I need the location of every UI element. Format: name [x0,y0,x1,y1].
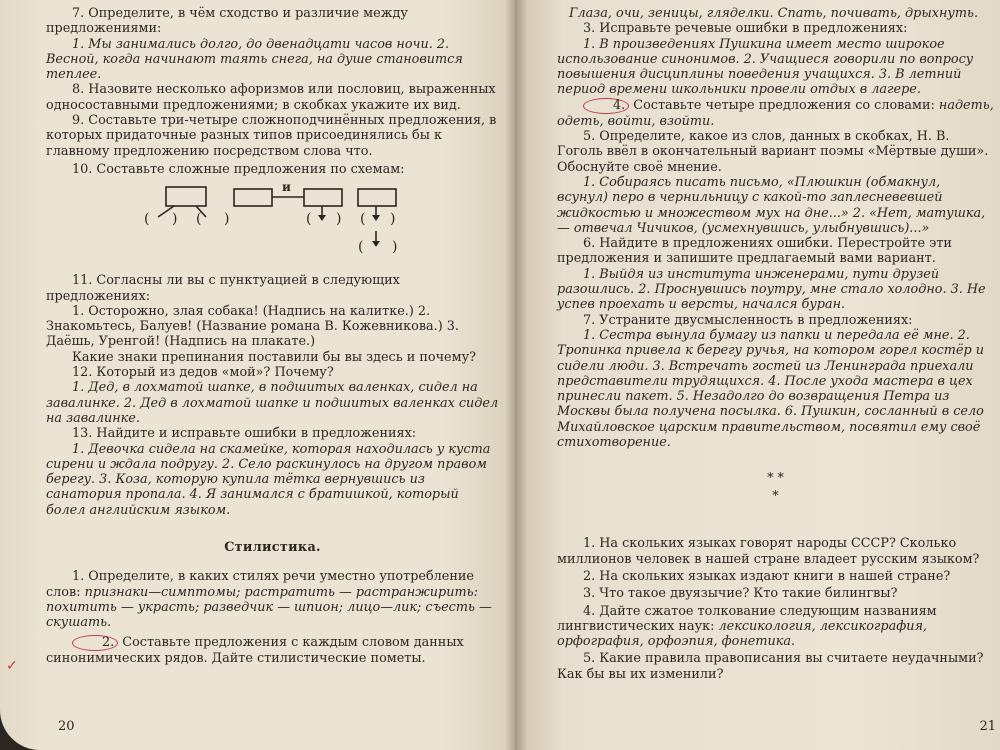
svg-text:(: ( [358,239,364,256]
book-spine-gutter [505,0,527,750]
question-1: 1. На скольких языках говорят народы СССР? Сколько миллионов человек в нашей стране владеет русским языком? [557,536,980,567]
style-task-2 [46,635,499,666]
task-5-intro: 5. Определите, какое из слов, данных в скобках, Н. В. Гоголь ввёл в окончательный вариант поэмы «Мёртвые души». Обоснуйте своё мнение. [557,129,989,175]
svg-text:): ) [390,211,396,228]
task-11-question: Какие знаки препинания поставили бы вы здесь и почему? [72,349,476,365]
task-10: 10. Составьте сложные предложения по схемам: [72,161,405,177]
task-7r-intro: 7. Устраните двусмысленность в предложениях: [583,312,913,328]
task-7-intro: 7. Определите, в чём сходство и различие между предложениями: [46,6,408,37]
question-2: 2. На скольких языках издают книги в нашей стране? [583,568,951,584]
section-title-stylistics: Стилистика. [224,540,321,556]
scheme-and-label: и [282,180,291,195]
task-3-body: 1. В произведениях Пушкина имеет место широкое использование синонимов. 2. Учащиеся говорили по вопросу повышения дисциплины поведения учащихся. 3. В летний период времени школьники провели отдых в лагере. [557,36,974,98]
task-5-body: 1. Собираясь писать письмо, «Плюшкин (обмакнул, всунул) перо в чернильницу с какой-то заплесневевшей жидкостью и множеством мух на дне...» 2. «Нет, матушка,— отвечал Чичиков, (усмехнувшись, улыбнувшись)...» [557,174,986,236]
task-4-words: надеть, одеть, войти, взойти. [557,97,994,129]
circled-number-4: 4. [583,98,629,114]
svg-text:): ) [172,211,178,228]
style-task-2-text: Составьте предложения с каждым словом данных синонимических рядов. Дайте стилистические пометы. [46,634,464,666]
task-7r-body: 1. Сестра вынула бумагу из папки и передала её мне. 2. Тропинка привела к берегу ручья, на котором горел костёр и сидели люди. 3. Встречать гостей из Ленинграда приехали представители трудящихся. 4. После ухода мастера в цех принесли пакет. 5. Незадолго до возвращения Петра из Москвы была получена посылка. 6. Пушкин, сосланный в село Михайловское царским правительством, посвятил ему своё стихотворение. [557,327,984,451]
question-4-intro: 4. Дайте сжатое толкование следующим названиям лингвистических наук: [557,603,937,634]
separator-stars-bottom: * [772,489,779,505]
style-task-1-intro: 1. Определите, в каких стилях речи уместно употребление слов: [46,569,475,600]
task-7-body: 1. Мы занимались долго, до двенадцати часов ночи. 2. Весной, когда начинают таять снега, на душе становится теплее. [46,36,463,83]
svg-text:(: ( [306,211,312,228]
task-11-intro: 11. Согласны ли вы с пунктуацией в следующих предложениях: [46,273,400,304]
task-3-intro: 3. Исправьте речевые ошибки в предложениях: [583,21,908,37]
svg-text:(: ( [196,211,202,228]
style-task-1 [46,569,499,630]
task-12-body: 1. Дед, в лохматой шапке, в подшитых валенках, сидел на завалинке. 2. Дед в лохматой шапке и подшитых валенках сидел на завалинке. [46,380,499,426]
right-page [515,0,1000,750]
question-5: 5. Какие правила правописания вы считаете неудачными? Как бы вы их изменили? [557,651,984,682]
question-4-terms: лексикология, лексикография, орфография, орфоэпия, фонетика. [557,618,927,650]
section-separator [557,470,994,506]
svg-text:): ) [336,211,342,228]
task-8: 8. Назовите несколько афоризмов или пословиц, выраженных односоставными предложениями; в скобках укажите их вид. [46,82,496,113]
style-task-1-words: признаки—симптомы; растратить — растранжирить: похитить — украсть; разведчик — шпион; лицо—лик; съесть — скушать. [46,584,492,631]
task-6-intro: 6. Найдите в предложениях ошибки. Перестройте эти предложения и запишите предлагаемый вами вариант. [557,236,952,267]
task-6-body: 1. Выйдя из института инженерами, пути друзей разошлись. 2. Проснувшись поутру, мне стало холодно. 3. Не успев проехать и версты, начался буран. [557,266,986,313]
question-4 [557,604,994,650]
separator-stars-top: * * [767,471,784,487]
svg-text:(: ( [144,211,150,228]
svg-text:(: ( [360,211,366,228]
sentence-schemes [46,180,499,269]
task-13-intro: 13. Найдите и исправьте ошибки в предложениях: [72,426,417,442]
task-9: 9. Составьте три-четыре сложноподчинённых предложения, в которых придаточные разных типов присоединялись бы к главному предложению посредством слова что. [46,113,497,159]
task-4 [557,98,994,129]
question-3: 3. Что такое двуязычие? Кто такие билингвы? [583,586,898,602]
task-11-body: 1. Осторожно, злая собака! (Надпись на калитке.) 2. Знакомьтесь, Балуев! (Название романа В. Кожевникова.) 3. Даёшь, Уренгой! (Надпись на плакате.) [46,303,459,350]
circled-number-2: 2. [72,635,118,651]
task-13-body: 1. Девочка сидела на скамейке, которая находилась у куста сирени и ждала подругу. 2. Село раскинулось на другом правом берегу. 3. Коза, которую купила тётка вернувшись из санатория пропала. 4. Я занимался с братишкой, который болел английским языком. [46,441,491,518]
page-number-right: 21 [979,718,996,734]
svg-text:): ) [392,239,398,256]
task-4-text: Составьте четыре предложения со словами: [633,97,935,113]
synonym-row-line: Глаза, очи, зеницы, гляделки. Спать, почивать, дрыхнуть. [569,6,979,21]
svg-text:): ) [224,211,230,228]
page-number-left: 20 [58,718,75,734]
scheme-diagram [46,183,486,269]
task-12-intro: 12. Который из дедов «мой»? Почему? [72,365,334,381]
pen-check-mark: ✓ [6,658,18,674]
